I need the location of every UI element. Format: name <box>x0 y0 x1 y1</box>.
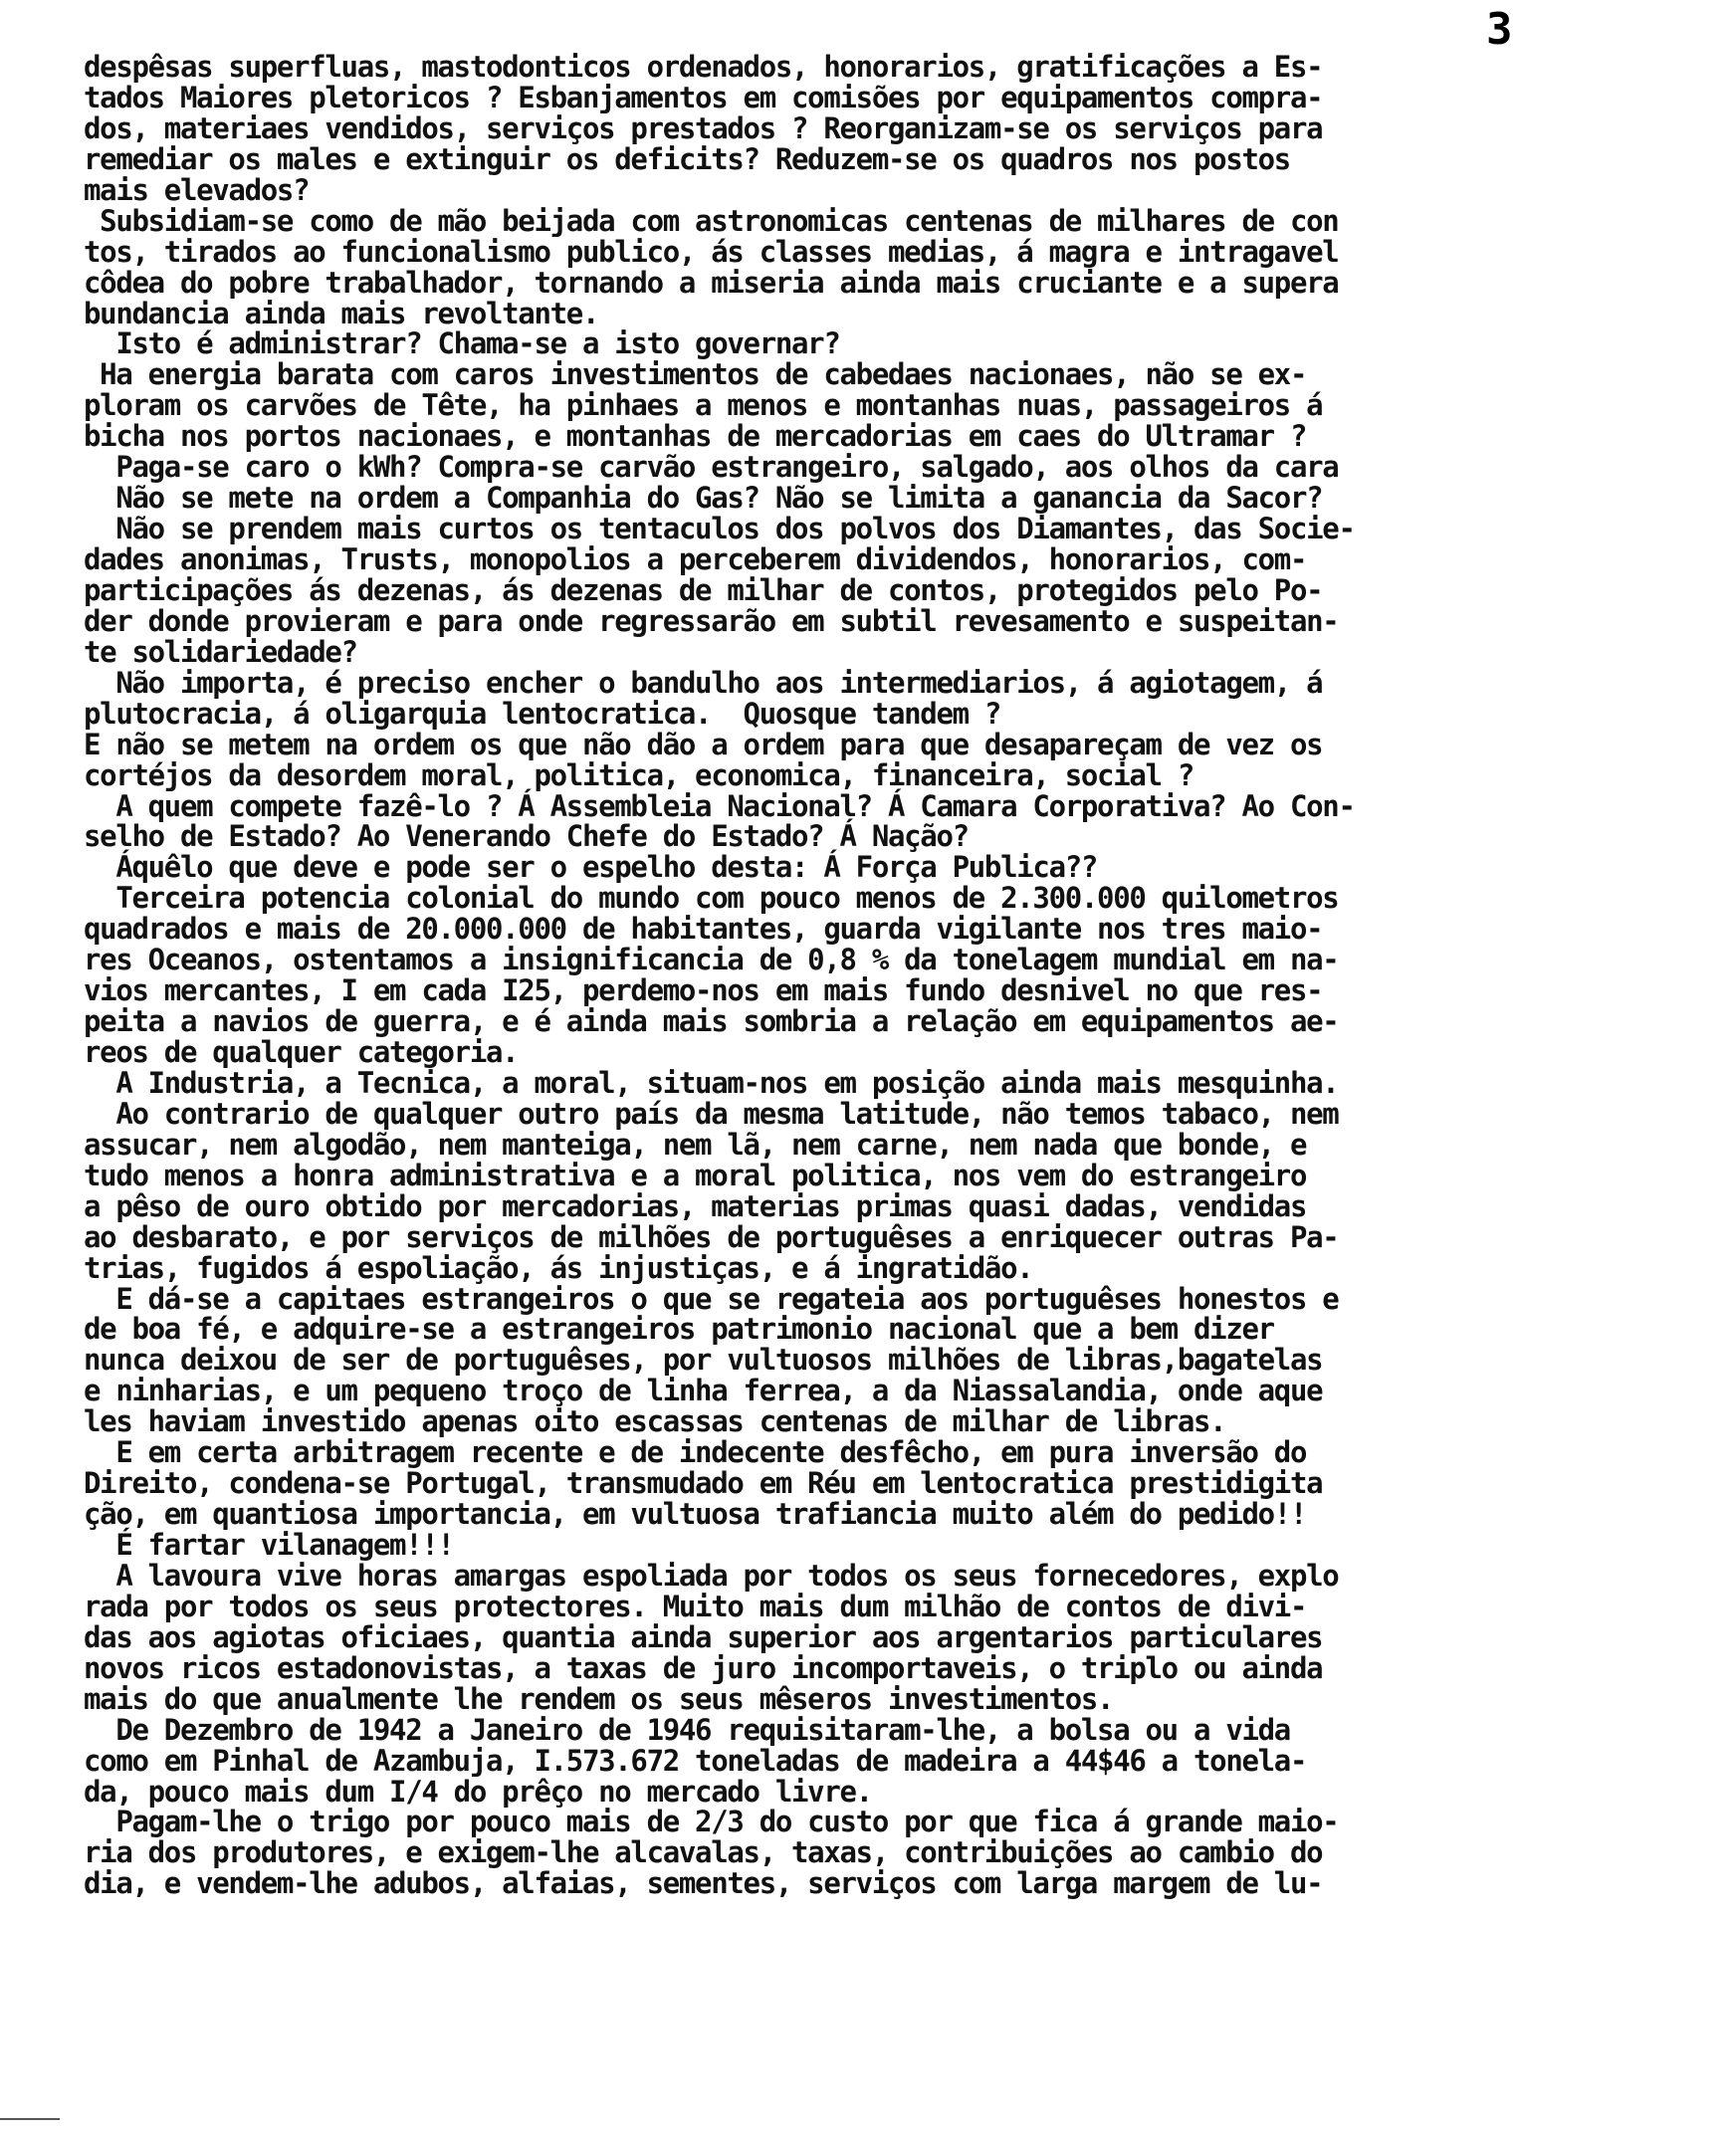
text-line: Direito, condena-se Portugal, transmudado em Réu em lentocratica prestidigita <box>84 1466 1323 1501</box>
text-line: reos de qualquer categoria. <box>84 1035 519 1069</box>
text-line: das aos agiotas oficiaes, quantia ainda superior aos argentarios particulares <box>84 1619 1323 1654</box>
text-line: A Industria, a Tecnica, a moral, situam-nos em posição ainda mais mesquinha. <box>84 1065 1339 1100</box>
text-line: despêsas superfluas, mastodonticos ordenados, honorarios, gratificações a Es- <box>84 50 1323 84</box>
text-line: De Dezembro de 1942 a Janeiro de 1946 requisitaram-lhe, a bolsa ou a vida <box>84 1712 1290 1747</box>
text-line: cortéjos da desordem moral, politica, economica, financeira, social ? <box>84 757 1194 792</box>
text-line: bundancia ainda mais revoltante. <box>84 296 599 330</box>
text-line: les haviam investido apenas oito escassas centenas de milhar de libras. <box>84 1404 1226 1439</box>
text-line: A quem compete fazê-lo ? Á Assembleia Nacional? Á Camara Corporativa? Ao Con- <box>84 788 1355 823</box>
typewritten-text <box>84 52 1636 1899</box>
text-line: tados Maiores pletoricos ? Esbanjamentos em comisões por equipamentos compra- <box>84 80 1323 114</box>
text-line: quadrados e mais de 20.000.000 de habitantes, guarda vigilante nos tres maio- <box>84 912 1323 947</box>
text-line: vios mercantes, I em cada I25, perdemo-nos em mais fundo desnivel no que res- <box>84 973 1323 1008</box>
text-line: de boa fé, e adquire-se a estrangeiros patrimonio nacional que a bem dizer <box>84 1312 1274 1347</box>
text-line: E dá-se a capitaes estrangeiros o que se regateia aos portuguêses honestos e <box>84 1281 1339 1316</box>
text-line: Não se prendem mais curtos os tentaculos dos polvos dos Diamantes, das Socie- <box>84 512 1355 546</box>
text-line: peita a navios de guerra, e é ainda mais sombria a relação em equipamentos ae- <box>84 1004 1339 1039</box>
text-line: como em Pinhal de Azambuja, I.573.672 toneladas de madeira a 44$46 a tonela- <box>84 1743 1307 1778</box>
text-line: plutocracia, á oligarquia lentocratica. Quosque tandem ? <box>84 696 1001 731</box>
text-line: ria dos produtores, e exigem-lhe alcavalas, taxas, contribuições ao cambio do <box>84 1835 1323 1870</box>
text-line: É fartar vilanagem!!! <box>84 1528 454 1562</box>
text-line: ploram os carvões de Tête, ha pinhaes a menos e montanhas nuas, passageiros á <box>84 388 1323 423</box>
text-line: mais elevados? <box>84 172 310 207</box>
text-line: mais do que anualmente lhe rendem os seus mêseros investimentos. <box>84 1681 1114 1716</box>
text-line: Isto é administrar? Chama-se a isto governar? <box>84 326 840 361</box>
text-line: Ha energia barata com caros investimentos de cabedaes nacionaes, não se ex- <box>84 357 1307 392</box>
text-line: Não importa, é preciso encher o bandulho aos intermediarios, á agiotagem, á <box>84 665 1323 700</box>
text-line: remediar os males e extinguir os deficits? Reduzem-se os quadros nos postos <box>84 141 1290 176</box>
text-line: A lavoura vive horas amargas espoliada por todos os seus fornecedores, explo <box>84 1558 1339 1593</box>
text-line: rada por todos os seus protectores. Muito mais dum milhão de contos de divi- <box>84 1589 1307 1623</box>
text-line: dades anonimas, Trusts, monopolios a perceberem dividendos, honorarios, com- <box>84 542 1307 576</box>
text-line: dia, e vendem-lhe adubos, alfaias, sementes, serviços com larga margem de lu- <box>84 1866 1323 1901</box>
text-line: te solidariedade? <box>84 634 357 669</box>
text-line: bicha nos portos nacionaes, e montanhas de mercadorias em caes do Ultramar ? <box>84 419 1307 454</box>
text-line: Pagam-lhe o trigo por pouco mais de 2/3 do custo por que fica á grande maio- <box>84 1805 1339 1839</box>
text-line: dos, materiaes vendidos, serviços prestados ? Reorganizam-se os serviços para <box>84 110 1323 145</box>
text-line: der donde provieram e para onde regressarão em subtil revesamento e suspeitan- <box>84 603 1339 638</box>
text-line: tudo menos a honra administrativa e a moral politica, nos vem do estrangeiro <box>84 1158 1307 1192</box>
text-line: Subsidiam-se como de mão beijada com astronomicas centenas de milhares de con <box>84 203 1339 238</box>
page-number: 3 <box>1486 4 1513 55</box>
text-line: côdea do pobre trabalhador, tornando a miseria ainda mais cruciante e a supera <box>84 265 1339 300</box>
text-line: Paga-se caro o kWh? Compra-se carvão estrangeiro, salgado, aos olhos da cara <box>84 450 1339 485</box>
text-line: Terceira potencia colonial do mundo com pouco menos de 2.300.000 quilometros <box>84 881 1339 916</box>
text-line: Não se mete na ordem a Companhia do Gas? Não se limita a ganancia da Sacor? <box>84 481 1323 516</box>
text-line: selho de Estado? Ao Venerando Chefe do Estado? Á Nação? <box>84 819 969 854</box>
text-line: da, pouco mais dum I/4 do prêço no mercado livre. <box>84 1774 872 1809</box>
text-line: E em certa arbitragem recente e de indecente desfêcho, em pura inversão do <box>84 1435 1307 1470</box>
text-line: assucar, nem algodão, nem manteiga, nem lã, nem carne, nem nada que bonde, e <box>84 1127 1307 1162</box>
text-line: ao desbarato, e por serviços de milhões de portuguêses a enriquecer outras Pa- <box>84 1219 1339 1254</box>
text-line: novos ricos estadonovistas, a taxas de juro incomportaveis, o triplo ou ainda <box>84 1650 1323 1685</box>
text-line: ção, em quantiosa importancia, em vultuosa trafiancia muito além do pedido!! <box>84 1497 1307 1532</box>
text-line: tos, tirados ao funcionalismo publico, ás classes medias, á magra e intragavel <box>84 234 1339 269</box>
text-line: a pêso de ouro obtido por mercadorias, materias primas quasi dadas, vendidas <box>84 1188 1307 1223</box>
text-line: res Oceanos, ostentamos a insignificancia de 0,8 % da tonelagem mundial em na- <box>84 943 1339 977</box>
text-line: Ao contrario de qualquer outro país da mesma latitude, não temos tabaco, nem <box>84 1096 1339 1131</box>
text-line: E não se metem na ordem os que não dão a ordem para que desapareçam de vez os <box>84 727 1323 761</box>
bottom-scan-mark <box>0 2118 60 2120</box>
text-line: participações ás dezenas, ás dezenas de milhar de contos, protegidos pelo Po- <box>84 572 1323 607</box>
text-line: Áquêlo que deve e pode ser o espelho desta: Á Força Publica?? <box>84 850 1098 885</box>
text-line: e ninharias, e um pequeno troço de linha ferrea, a da Niassalandia, onde aque <box>84 1374 1323 1408</box>
text-line: nunca deixou de ser de portuguêses, por vultuosos milhões de libras,bagatelas <box>84 1343 1323 1378</box>
text-line: trias, fugidos á espoliação, ás injustiças, e á ingratidão. <box>84 1250 1033 1285</box>
